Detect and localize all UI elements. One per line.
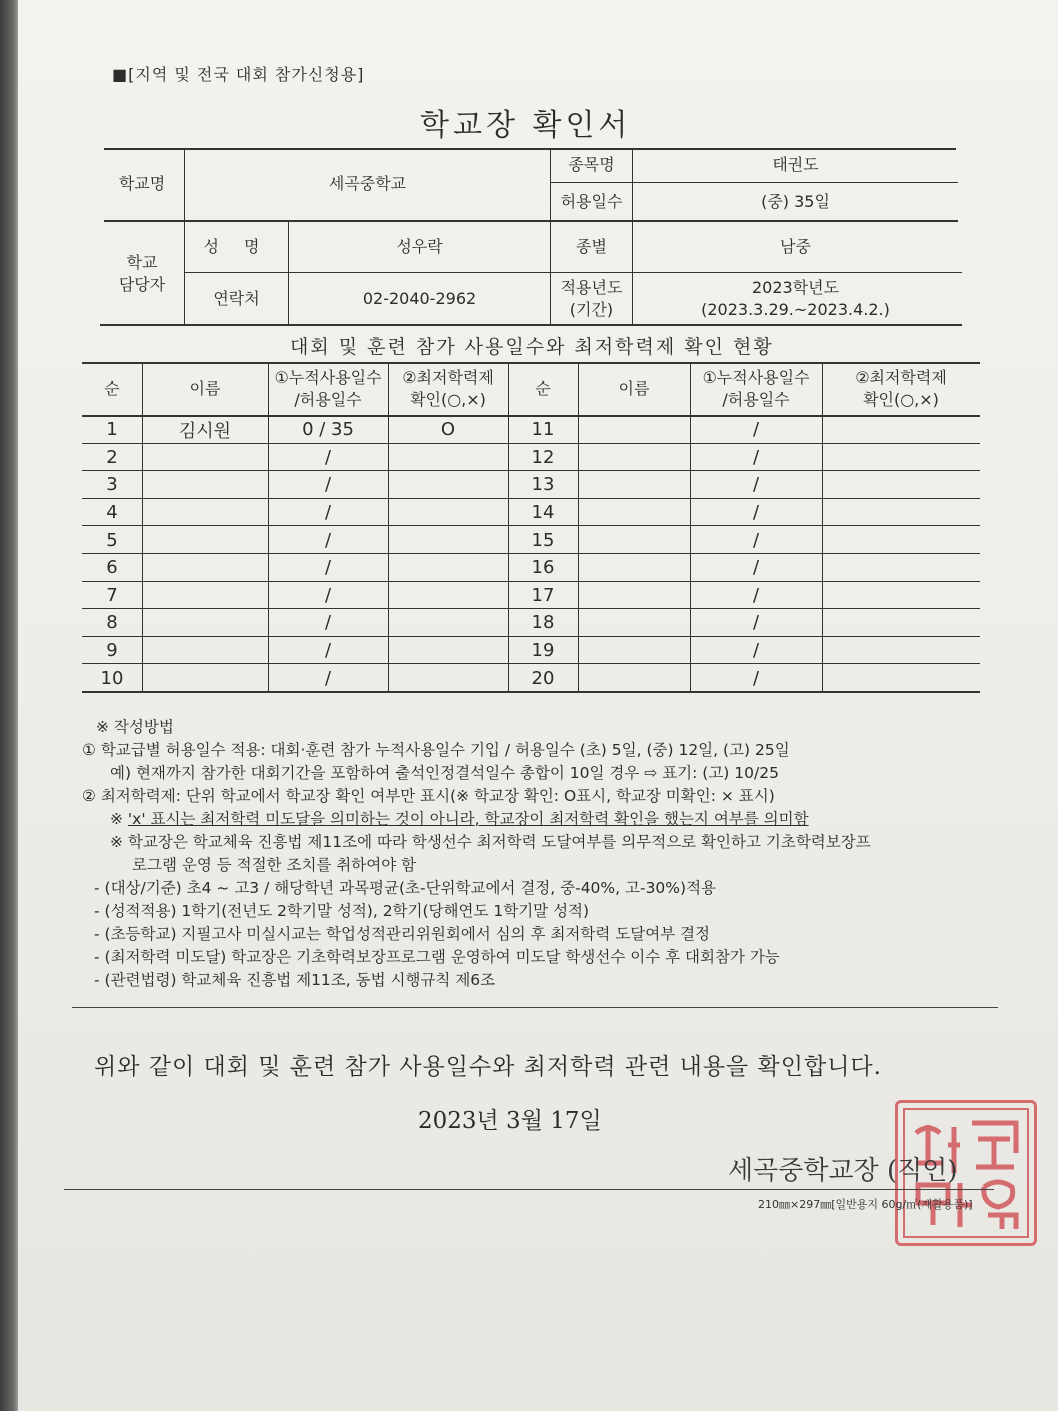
record-days-cell: /: [752, 557, 760, 579]
header-name: 이름: [618, 379, 650, 399]
form-type-tag: ■[지역 및 전국 대회 참가신청용]: [112, 65, 365, 84]
name-label: 성 명: [203, 237, 270, 257]
note-line: - (대상/기준) 초4 ~ 고3 / 해당학년 과목평균(초-단위학교에서 결정, 중-40%, 고-30%)적용: [94, 879, 717, 897]
note-underlined: 'x' 표시는 최저학력 미도달을 의미하는 것이 아니라, 학교장이 최저학력 확인을 했는지 여부를 의미함: [127, 810, 809, 828]
header-no: 순: [535, 379, 551, 399]
allowed-days-value: (중) 35일: [761, 191, 830, 211]
record-check-cell: [822, 637, 980, 665]
record-name-cell: [142, 582, 268, 610]
record-days-cell: /: [752, 474, 760, 496]
notes-heading: ※ 작성방법: [96, 718, 174, 736]
record-days-cell: /: [324, 612, 332, 634]
record-no-cell: 14: [531, 502, 555, 524]
record-days-cell: /: [324, 446, 332, 468]
allowed-days-label: 허용일수: [560, 191, 623, 211]
confirmation-text: 위와 같이 대회 및 훈련 참가 사용일수와 최저학력 관련 내용을 확인합니다.: [94, 1054, 882, 1080]
contact-person-label: 학교 담당자: [118, 253, 166, 294]
note-line: ① 학교급별 허용일수 적용: 대회·훈련 참가 누적사용일수 기입 / 허용일수 (초) 5일, (중) 12일, (고) 25일: [82, 741, 790, 759]
divider: [72, 1007, 998, 1008]
note-line: - (성적적용) 1학기(전년도 2학기말 성적), 2학기(당해연도 1학기말 성적): [94, 902, 590, 920]
record-days-cell: /: [752, 446, 760, 468]
record-name-cell: [578, 526, 690, 554]
year-label: 적용년도 (기간): [560, 277, 623, 319]
record-no-cell: 18: [531, 612, 555, 634]
record-name-cell: [142, 554, 268, 582]
record-name-cell: [578, 582, 690, 610]
record-check-cell: [822, 554, 980, 582]
note-line: [82, 808, 992, 831]
record-days-cell: /: [324, 667, 332, 689]
record-name-cell: [578, 609, 690, 637]
record-name-cell: [142, 471, 268, 499]
record-name-cell: [142, 444, 268, 472]
record-check-cell: [388, 637, 508, 665]
school-name-value: 세곡중학교: [328, 174, 407, 194]
record-name-cell: [578, 637, 690, 665]
record-name-cell: [578, 444, 690, 472]
record-days-cell: /: [324, 474, 332, 496]
note-line: ※ 학교장은 학교체육 진흥법 제11조에 따라 학생선수 최저학력 도달여부를 의무적으로 확인하고 기초학력보장프: [110, 833, 871, 851]
note-line: 로그램 운영 등 적절한 조치를 취하여야 함: [132, 856, 417, 874]
school-name-label: 학교명: [118, 174, 166, 194]
gender-label: 종별: [576, 237, 607, 257]
record-no-cell: 16: [531, 557, 555, 579]
record-no-cell: 10: [100, 667, 124, 689]
record-check-cell: [822, 416, 980, 444]
signature-rule: [64, 1189, 994, 1190]
record-days-cell: /: [752, 640, 760, 662]
note-line: 예) 현재까지 참가한 대회기간을 포함하여 출석인정결석일수 총합이 10일 경우 ⇨ 표기: (고) 10/25: [110, 764, 779, 782]
gender-value: 남중: [780, 237, 811, 257]
record-check-cell: [822, 499, 980, 527]
record-days-cell: /: [752, 667, 760, 689]
record-days-cell: /: [752, 529, 760, 551]
paper-spec: 210㎜×297㎜[일반용지 60g/㎡(재활용품)]: [758, 1198, 973, 1211]
phone-value: 02-2040-2962: [362, 288, 477, 308]
record-no-cell: 19: [531, 640, 555, 662]
record-days-cell: 0 / 35: [302, 419, 354, 441]
record-check-cell: [388, 664, 508, 692]
record-check-cell: [388, 444, 508, 472]
record-check-cell: [822, 444, 980, 472]
record-days-cell: /: [324, 640, 332, 662]
note-line: ② 최저학력제: 단위 학교에서 학교장 확인 여부만 표시(※ 학교장 확인: O표시, 학교장 미확인: × 표시): [82, 787, 775, 805]
record-no-cell: 17: [531, 584, 555, 606]
record-name-cell: [578, 499, 690, 527]
principal-signature: 세곡중학교장 (직인): [728, 1156, 958, 1186]
header-no: 순: [104, 379, 120, 399]
record-days-cell: /: [752, 612, 760, 634]
record-days-cell: /: [324, 529, 332, 551]
record-name-cell: [142, 664, 268, 692]
record-check-cell: O: [440, 419, 456, 441]
record-name-cell: [578, 664, 690, 692]
record-no-cell: 15: [531, 529, 555, 551]
record-no-cell: 9: [106, 640, 118, 662]
school-info-table: [100, 148, 962, 326]
record-days-cell: /: [324, 557, 332, 579]
record-no-cell: 3: [106, 474, 118, 496]
record-days-cell: /: [324, 584, 332, 606]
record-check-cell: [822, 471, 980, 499]
record-no-cell: 20: [531, 667, 555, 689]
document-title: 학교장 확인서: [420, 108, 632, 143]
event-value: 태권도: [772, 155, 819, 175]
record-name-cell: [578, 554, 690, 582]
record-check-cell: [388, 471, 508, 499]
record-days-cell: /: [752, 419, 760, 441]
records-table: [82, 362, 980, 694]
record-no-cell: 11: [531, 419, 555, 441]
record-check-cell: [822, 526, 980, 554]
record-name-cell: [142, 526, 268, 554]
record-days-cell: /: [752, 502, 760, 524]
record-no-cell: 2: [106, 446, 118, 468]
record-name-cell: 김시원: [178, 420, 232, 442]
issue-date: 2023년 3월 17일: [418, 1108, 602, 1134]
record-no-cell: 6: [106, 557, 118, 579]
record-name-cell: [578, 416, 690, 444]
record-no-cell: 8: [106, 612, 118, 634]
record-no-cell: 7: [106, 584, 118, 606]
record-name-cell: [142, 499, 268, 527]
status-section-title: 대회 및 훈련 참가 사용일수와 최저학력제 확인 현황: [290, 336, 774, 358]
record-check-cell: [822, 664, 980, 692]
record-name-cell: [578, 471, 690, 499]
instructions: [82, 716, 992, 992]
header-check: ②최저학력제 확인(○,×): [855, 368, 947, 409]
header-name: 이름: [189, 379, 221, 399]
record-no-cell: 13: [531, 474, 555, 496]
record-no-cell: 4: [106, 502, 118, 524]
name-value: 성우락: [396, 237, 443, 257]
year-value: 2023학년도 (2023.3.29.~2023.4.2.): [701, 277, 890, 319]
phone-label: 연락처: [213, 288, 260, 308]
record-check-cell: [388, 554, 508, 582]
record-days-cell: /: [324, 502, 332, 524]
record-no-cell: 12: [531, 446, 555, 468]
record-check-cell: [388, 499, 508, 527]
record-days-cell: /: [752, 584, 760, 606]
record-no-cell: 1: [106, 419, 118, 441]
record-check-cell: [822, 609, 980, 637]
record-name-cell: [142, 609, 268, 637]
header-days: ①누적사용일수 /허용일수: [702, 368, 810, 409]
event-label: 종목명: [568, 155, 615, 175]
header-check: ②최저학력제 확인(○,×): [402, 368, 494, 409]
note-line: - (관련법령) 학교체육 진흥법 제11조, 동법 시행규칙 제6조: [94, 971, 496, 989]
note-line: - (최저학력 미도달) 학교장은 기초학력보장프로그램 운영하여 미도달 학생선수 이수 후 대회참가 가능: [94, 948, 780, 966]
record-name-cell: [142, 637, 268, 665]
record-no-cell: 5: [106, 529, 118, 551]
header-days: ①누적사용일수 /허용일수: [274, 368, 382, 409]
note-prefix: ※: [110, 810, 128, 828]
record-check-cell: [388, 582, 508, 610]
record-check-cell: [388, 526, 508, 554]
record-check-cell: [822, 582, 980, 610]
record-check-cell: [388, 609, 508, 637]
note-line: - (초등학교) 지필고사 미실시교는 학업성적관리위원회에서 심의 후 최저학력 도달여부 결정: [94, 925, 711, 943]
